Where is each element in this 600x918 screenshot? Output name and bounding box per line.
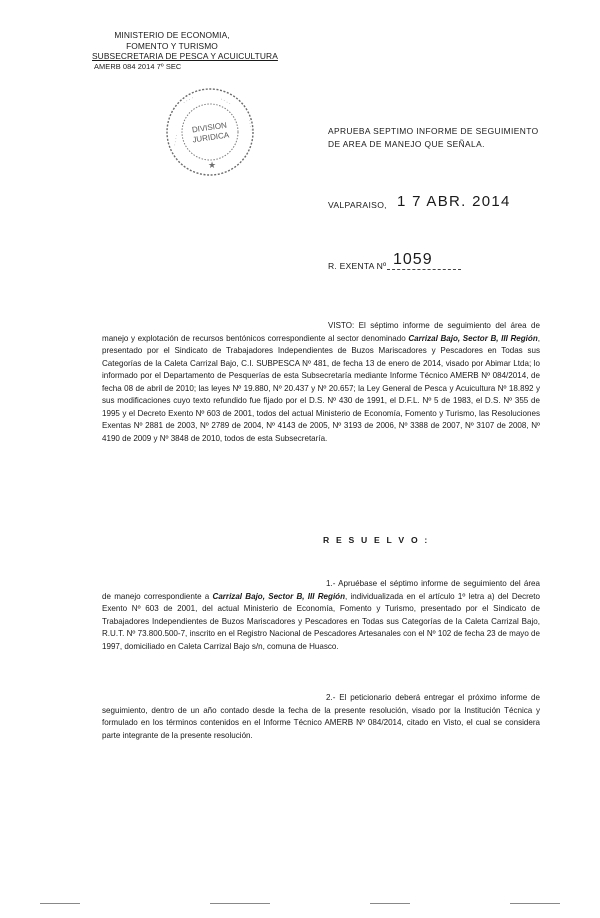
article-1-lead: 1.- Apruébase el séptimo informe de seguimiento del área de manejo correspondiente a	[102, 579, 540, 601]
division-juridica-stamp	[164, 86, 256, 178]
resolution-label: R. EXENTA Nº	[328, 261, 387, 271]
subject-line-2: DE AREA DE MANEJO QUE SEÑALA.	[328, 139, 485, 149]
svg-text:· · · ·: · · · ·	[172, 134, 180, 147]
article-1-sector: Carrizal Bajo, Sector B, III Región	[212, 591, 346, 601]
article-2-paragraph: 2.- El peticionario deberá entregar el próximo informe de seguimiento, dentro de un año contado desde la fecha de la presente resolución, visado por la Institución Técnica y formulado en los términos contenidos en el Informe Técnico AMERB Nº 084/2014, citado en Visto, el cual se considera parte integrante de la presente resolución.	[102, 693, 540, 740]
resolution-number: 1059	[387, 251, 461, 270]
svg-text:★: ★	[207, 160, 217, 170]
letterhead-ministry-2: FOMENTO Y TURISMO	[126, 40, 218, 51]
date-stamp: 1 7 ABR. 2014	[397, 193, 511, 210]
svg-text:· · · ·: · · · ·	[182, 95, 195, 106]
visto-paragraph	[102, 320, 540, 445]
place-label: VALPARAISO,	[328, 200, 387, 210]
article-1-rest: , individualizada en el artículo 1º letra a) del Decreto Exento Nº 603 de 2001, del actual Ministerio de Economía, Fomento y Turismo, presentado por el Sindicato de Trabajadores Independientes de Buzos Mariscadores y Pescadores en Todas sus Categorías de la Caleta Carrizal Bajo, R.U.T. Nº 73.800.500-7, inscrito en el Registro Nacional de Pescadores Artesanales con el Nº 102 de fecha 23 de mayo de 1997, domiciliado en Caleta Carrizal Bajo s/n, comuna de Huasco.	[102, 591, 540, 651]
stamp-text-2: JURIDICA	[191, 130, 230, 145]
svg-text:· · · ·: · · · ·	[219, 96, 232, 108]
article-1-paragraph	[102, 578, 540, 653]
subject-line-1: APRUEBA SEPTIMO INFORME DE SEGUIMIENTO	[328, 126, 539, 136]
letterhead-subsecretaria: SUBSECRETARIA DE PESCA Y ACUICULTURA	[92, 51, 278, 62]
svg-text:· · · ·: · · · ·	[246, 119, 254, 132]
visto-sector: Carrizal Bajo, Sector B, III Región	[408, 333, 538, 343]
scan-footer-marks	[40, 900, 560, 910]
letterhead-ministry: MINISTERIO DE ECONOMIA,	[114, 30, 230, 40]
resuelvo-heading: R E S U E L V O :	[323, 535, 430, 545]
visto-lead: VISTO: El séptimo informe de seguimiento del área de manejo y explotación de recursos bentónicos correspondiente al sector denominado	[102, 321, 540, 343]
letterhead	[92, 30, 278, 72]
stamp-text-1: DIVISION	[191, 120, 228, 135]
letterhead-reference: AMERB 084 2014 7º SEC	[94, 61, 182, 71]
subject-block	[328, 125, 558, 151]
visto-rest: , presentado por el Sindicato de Trabajadores Independientes de Buzos Mariscadores y Pescadores en Todas sus Categorías de la Caleta Carrizal Bajo, C.I. SUBPESCA Nº 481, de fecha 13 de enero de 2014, visado por Abimar Ltda; lo informado por el Departamento de Pesquerías de esta Subsecretaría mediante Informe Técnico AMERB Nº 084/2014, de fecha 08 de abril de 2010; las leyes Nº 19.880, Nº 20.437 y Nº 20.657; la Ley General de Pesca y Acuicultura Nº 18.892 y sus modificaciones cuyo texto refundido fue fijado por el D.S. Nº 430 de 1991, el D.F.L. Nº 5 de 1983, el D.S. Nº 355 de 1995 y el Decreto Exento Nº 603 de 2001, todos del actual Ministerio de Economía, Fomento y Turismo, las Resoluciones Exentas Nº 2881 de 2003, Nº 2789 de 2004, Nº 4143 de 2005, Nº 3193 de 2006, Nº 3388 de 2007, Nº 3107 de 2008, Nº 4190 de 2009 y Nº 3848 de 2010, todos de esta Subsecretaría.	[102, 333, 540, 443]
